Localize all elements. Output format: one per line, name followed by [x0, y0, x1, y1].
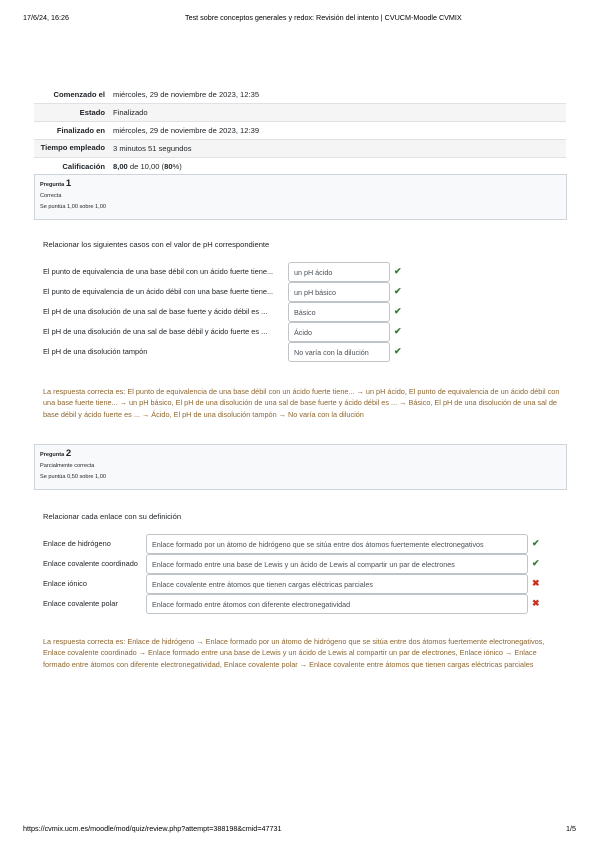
- match-label: Enlace iónico: [43, 579, 87, 588]
- check-icon: ✔: [532, 538, 540, 548]
- question-label: [40, 449, 561, 459]
- summary-row-time: [34, 140, 566, 158]
- answer-select[interactable]: un pH ácido: [288, 262, 390, 282]
- match-label: El punto de equivalencia de una base débil con un ácido fuerte tiene...: [43, 267, 274, 276]
- state-value: Finalizado: [113, 108, 148, 117]
- answer-select[interactable]: Básico: [288, 302, 390, 322]
- grade-percent-sign: %): [172, 162, 182, 171]
- print-date: 17/6/24, 16:26: [23, 13, 69, 22]
- time-label: Tiempo empleado: [40, 143, 105, 152]
- time-value: 3 minutos 51 segundos: [113, 144, 192, 153]
- match-label: El pH de una disolución de una sal de base fuerte y ácido débil es ...: [43, 307, 268, 316]
- match-label: Enlace de hidrógeno: [43, 539, 111, 548]
- grade-label: Calificación: [62, 162, 105, 171]
- document-title: Test sobre conceptos generales y redox: Revisión del intento | CVUCM-Moodle CVMIX: [185, 13, 462, 22]
- started-value: miércoles, 29 de noviembre de 2023, 12:35: [113, 90, 260, 99]
- question-grade: Se puntúa 0,50 sobre 1,00: [40, 474, 106, 481]
- check-icon: ✔: [394, 346, 402, 356]
- match-label: Enlace covalente polar: [43, 599, 118, 608]
- check-icon: ✔: [532, 558, 540, 568]
- question-2-feedback: La respuesta correcta es: Enlace de hidrógeno → Enlace formado por un átomo de hidrógeno que se sitúa entre dos átomos fuertemente electronegativos, Enlace covalente coordinado → Enlace formado entre una base de Lewis y un ácido de Lewis al compartir un par de electrones, Enlace iónico → Enlace formado entre átomos con diferente electronegatividad, Enlace covalente polar → Enlace covalente entre átomos que tienen cargas eléctricas parciales: [43, 637, 545, 669]
- grade-score: 8,00: [113, 162, 128, 171]
- answer-select[interactable]: Enlace formado por un átomo de hidrógeno que se sitúa entre dos átomos fuertemente electronegativos: [146, 534, 528, 554]
- question-1-feedback: La respuesta correcta es: El punto de equivalencia de una base débil con un ácido fuerte tiene... → un pH ácido, El punto de equivalencia de un ácido débil con una base fuerte tiene... → un pH básico, El pH de una disolución de una sal de base fuerte y ácido débil es ... → Básico, El pH de una disolución de una sal de base débil y ácido fuerte es ... → Ácido, El pH de una disolución tampón → No varía con la dilución: [43, 387, 560, 419]
- question-label: [40, 179, 561, 189]
- check-icon: ✔: [394, 286, 402, 296]
- cross-icon: ✖: [532, 578, 540, 588]
- match-label: El punto de equivalencia de un ácido débil con una base fuerte tiene...: [43, 287, 274, 296]
- grade-value: [109, 158, 566, 176]
- question-1-info: [34, 174, 567, 220]
- check-icon: ✔: [394, 306, 402, 316]
- finished-value: miércoles, 29 de noviembre de 2023, 12:39: [113, 126, 260, 135]
- answer-select[interactable]: Ácido: [288, 322, 390, 342]
- question-2-info: [34, 444, 567, 490]
- question-number: 1: [65, 178, 72, 189]
- summary-row-state: [34, 104, 566, 122]
- check-icon: ✔: [394, 266, 402, 276]
- answer-select[interactable]: un pH básico: [288, 282, 390, 302]
- attempt-summary: [34, 86, 566, 175]
- question-prefix: Pregunta: [40, 452, 65, 458]
- finished-label: Finalizado en: [56, 126, 105, 135]
- page-url: https://cvmix.ucm.es/moodle/mod/quiz/review.php?attempt=388198&cmid=47731: [23, 824, 282, 833]
- answer-select[interactable]: Enlace covalente entre átomos que tienen cargas eléctricas parciales: [146, 574, 528, 594]
- answer-select[interactable]: No varía con la dilución: [288, 342, 390, 362]
- check-icon: ✔: [394, 326, 402, 336]
- answer-select[interactable]: Enlace formado entre átomos con diferente electronegatividad: [146, 594, 528, 614]
- question-number: 2: [65, 448, 72, 459]
- started-label: Comenzado el: [53, 90, 105, 99]
- question-state: Parcialmente correcta: [40, 463, 95, 470]
- match-label: El pH de una disolución de una sal de base débil y ácido fuerte es ...: [43, 327, 268, 336]
- match-label: Enlace covalente coordinado: [43, 559, 138, 568]
- summary-row-started: [34, 86, 566, 104]
- question-1-text: Relacionar los siguientes casos con el valor de pH correspondiente: [43, 240, 270, 249]
- page-number: 1/5: [566, 824, 576, 833]
- question-prefix: Pregunta: [40, 182, 65, 188]
- question-state: Correcta: [40, 193, 62, 200]
- match-label: El pH de una disolución tampón: [43, 347, 148, 356]
- answer-select[interactable]: Enlace formado entre una base de Lewis y un ácido de Lewis al compartir un par de electrones: [146, 554, 528, 574]
- state-label: Estado: [79, 108, 105, 117]
- cross-icon: ✖: [532, 598, 540, 608]
- question-grade: Se puntúa 1,00 sobre 1,00: [40, 204, 106, 211]
- summary-row-grade: [34, 158, 566, 176]
- question-2-text: Relacionar cada enlace con su definición: [43, 512, 182, 521]
- summary-row-finished: [34, 122, 566, 140]
- grade-percent: 80: [164, 162, 173, 171]
- grade-max: de 10,00 (: [127, 162, 165, 171]
